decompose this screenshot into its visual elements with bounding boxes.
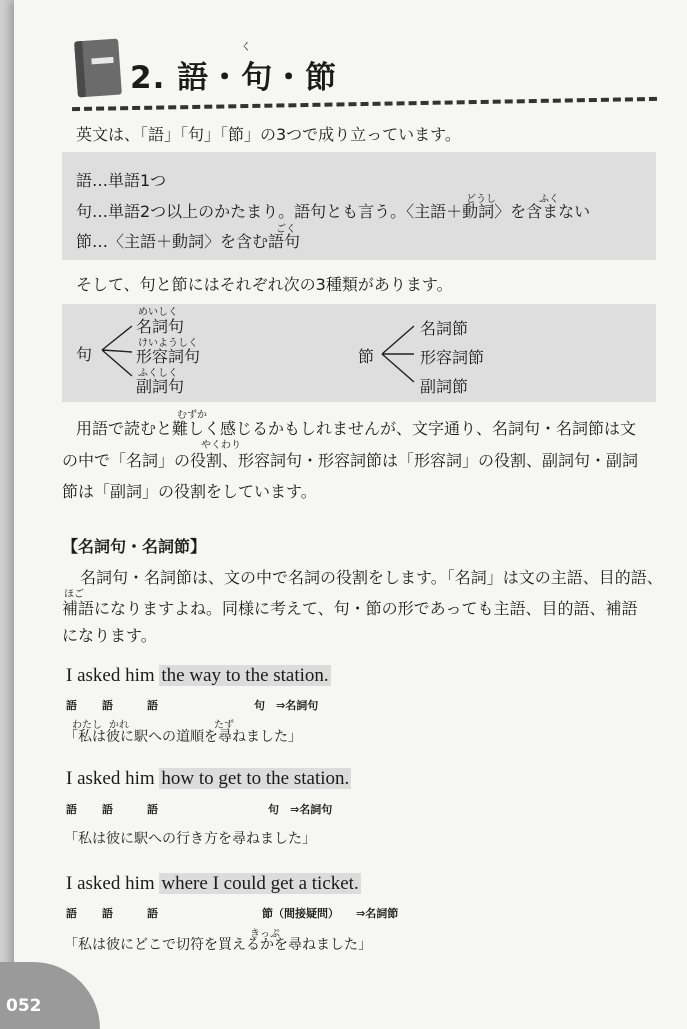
example-highlight: where I could get a ticket. bbox=[161, 873, 359, 894]
example-plain: I asked him bbox=[66, 665, 155, 686]
translation-text: 「私は彼に駅への道順を尋ねました」 bbox=[64, 729, 302, 745]
types-intro: そして、句と節にはそれぞれ次の3種類があります。 bbox=[76, 275, 453, 294]
page-number: 052 bbox=[6, 996, 42, 1016]
phrase-type: 副詞句 bbox=[136, 377, 185, 396]
word-label: 語 bbox=[147, 803, 158, 816]
clause-root: 節 bbox=[358, 347, 375, 366]
example-highlight: the way to the station. bbox=[161, 665, 329, 686]
word-label: 語 bbox=[147, 699, 158, 712]
definition-ruby: ごく bbox=[276, 224, 296, 235]
clause-type: 名詞節 bbox=[420, 319, 469, 338]
example-plain: I asked him bbox=[66, 873, 155, 894]
explanation-line: 用語で読むと難しく感じるかもしれませんが、文字通り、名詞句・名詞節は文 bbox=[76, 419, 637, 438]
definition-line: 語…単語1つ bbox=[76, 171, 167, 190]
word-label: 語 bbox=[66, 699, 77, 712]
example-plain: I asked him bbox=[66, 768, 155, 789]
phrase-label: 句 bbox=[254, 699, 265, 712]
clause-type: 形容詞節 bbox=[420, 348, 485, 367]
section-heading: 【名詞句・名詞節】 bbox=[62, 537, 207, 556]
phrase-ruby: けいようしく bbox=[138, 338, 198, 349]
title-divider bbox=[72, 97, 657, 111]
phrase-type: 形容詞句 bbox=[136, 347, 201, 366]
definition-ruby: ふく bbox=[539, 194, 559, 205]
explanation-line: 節は「副詞」の役割をしています。 bbox=[62, 482, 317, 501]
intro-text: 英文は、「語」「句」「節」の3つで成り立っています。 bbox=[76, 125, 461, 144]
explanation-ruby: やくわり bbox=[201, 440, 241, 451]
result-label: ⇒名詞句 bbox=[290, 803, 333, 816]
translation-text: 「私は彼に駅への行き方を尋ねました」 bbox=[64, 831, 316, 847]
word-label: 語 bbox=[102, 803, 113, 816]
example-sentence bbox=[66, 768, 351, 790]
page-title: 2. 語・句・節 bbox=[130, 60, 338, 96]
clause-label: 節（間接疑問） bbox=[262, 907, 339, 920]
phrase-ruby: ふくしく bbox=[138, 368, 178, 379]
word-label: 語 bbox=[102, 699, 113, 712]
word-label: 語 bbox=[66, 907, 77, 920]
translation-ruby: かれ bbox=[109, 720, 129, 731]
word-label: 語 bbox=[147, 907, 158, 920]
definition-line: 節…〈主語＋動詞〉を含む語句 bbox=[76, 232, 301, 251]
phrase-root: 句 bbox=[76, 345, 93, 364]
example-sentence bbox=[66, 873, 361, 895]
result-label: ⇒名詞句 bbox=[276, 699, 319, 712]
definition-line: 句…単語2つ以上のかたまり。語句とも言う。〈主語＋動詞〉を含まない bbox=[76, 202, 591, 221]
phrase-type: 名詞句 bbox=[136, 317, 185, 336]
section-line: になります。 bbox=[62, 626, 157, 645]
section-line: 名詞句・名詞節は、文の中で名詞の役割をします。「名詞」は文の主語、目的語、 bbox=[80, 568, 663, 587]
word-label: 語 bbox=[102, 907, 113, 920]
explanation-line: の中で「名詞」の役割、形容詞句・形容詞節は「形容詞」の役割、副詞句・副詞 bbox=[62, 451, 639, 470]
result-label: ⇒名詞節 bbox=[356, 907, 399, 920]
clause-type: 副詞節 bbox=[420, 377, 469, 396]
example-highlight: how to get to the station. bbox=[161, 768, 350, 789]
example-sentence bbox=[66, 665, 331, 687]
word-label: 語 bbox=[66, 803, 77, 816]
title-ruby: く bbox=[241, 42, 251, 53]
definition-ruby: どうし bbox=[466, 194, 496, 205]
translation-ruby: きっぷ bbox=[250, 929, 280, 940]
phrase-ruby: めいしく bbox=[138, 307, 178, 318]
translation-ruby: わたし bbox=[72, 720, 102, 731]
book-icon bbox=[74, 39, 122, 98]
phrase-label: 句 bbox=[268, 803, 279, 816]
section-ruby: ほご bbox=[64, 589, 84, 600]
book-page bbox=[14, 0, 687, 1029]
translation-text: 「私は彼にどこで切符を買えるかを尋ねました」 bbox=[64, 937, 372, 953]
explanation-ruby: むずか bbox=[177, 410, 207, 421]
translation-ruby: たず bbox=[214, 720, 234, 731]
section-line: 補語になりますよね。同様に考えて、句・節の形であっても主語、目的語、補語 bbox=[62, 599, 638, 618]
